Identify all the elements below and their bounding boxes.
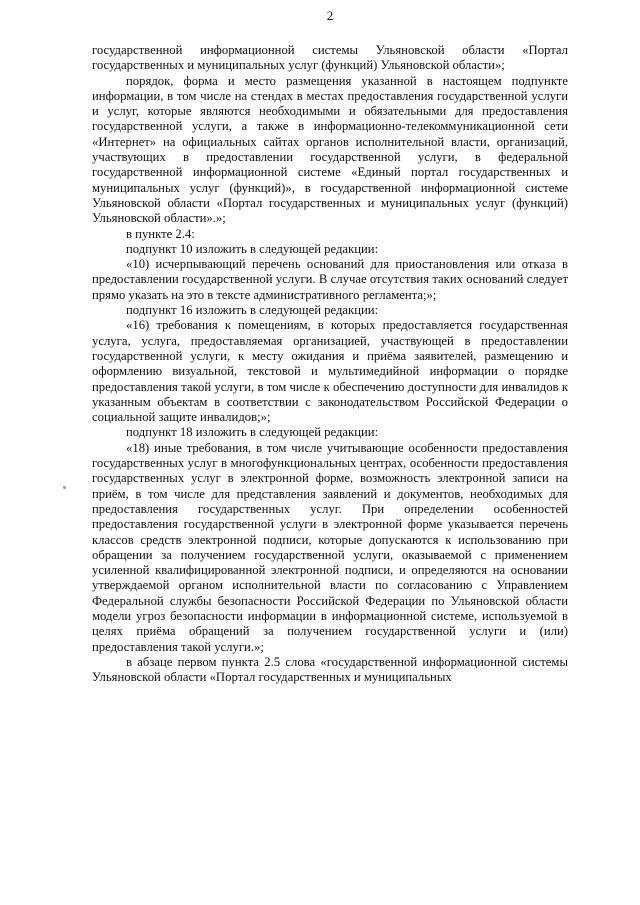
paragraph-subpoint-10-text: «10) исчерпывающий перечень оснований для приостановления или отказа в предоставлении государственной услуги. В случае отсутствия таких оснований следует прямо указать на это в тексте административного регламента;»;	[92, 257, 568, 302]
paragraph-point-2-5: в абзаце первом пункта 2.5 слова «государственной информационной системы Ульяновской области «Портал государственных и муниципальных	[92, 654, 568, 685]
paragraph-subpoint-16-text: «16) требования к помещениям, в которых предоставляется государственная услуга, услуга, предоставляемая организацией, участвующей в предоставлении государственной услуги, к месту ожидания и приёма заявителей, размещению и оформлению визуальной, текстовой и мультимедийной информации о порядке предоставления такой услуги, в том числе к обеспечению доступности для инвалидов к указанным объектам в соответствии с законодательством Российской Федерации о социальной защите инвалидов;»;	[92, 318, 568, 425]
paragraph-subpoint-16-intro: подпункт 16 изложить в следующей редакции:	[126, 303, 379, 318]
paragraph-portal-name-end: государственной информационной системы Ульяновской области «Портал государственных и муниципальных услуг (функций) Ульяновской области»;	[92, 43, 568, 73]
paragraph-subpoint-10-intro: подпункт 10 изложить в следующей редакции:	[126, 241, 379, 256]
document-body	[92, 43, 568, 685]
paragraph-point-2-4: в пункте 2.4:	[126, 226, 195, 241]
paragraph-information-placement: порядок, форма и место размещения указанной в настоящем подпункте информации, в том числе на стендах в местах предоставления государственной услуги и услуг, которые являются необходимыми и обязательными для предоставления государственной услуги, а также в информационно-телекоммуникационной сети «Интернет» на официальных сайтах органов исполнительной власти, организаций, участвующих в предоставлении государственной услуги, в федеральной государственной информационной системе «Единый портал государственных и муниципальных услуг (функций)», в государственной информационной системе Ульяновской области «Портал государственных и муниципальных услуг (функций) Ульяновской области».»;	[92, 73, 568, 226]
paragraph-subpoint-18-text: «18) иные требования, в том числе учитывающие особенности предоставления государственных услуг в многофункциональных центрах, особенности предоставления государственных услуг в электронной форме, возможность электронной записи на приём, в том числе для представления заявлений и документов, необходимых для предоставления государственных услуг. При определении особенностей предоставления государственной услуги в электронной форме указывается перечень классов средств электронной подписи, которые допускаются к использованию при обращении за получением государственной услуги, оказываемой с применением усиленной квалифицированной электронной подписи, и определяются на основании утверждаемой органом исполнительной власти по согласованию с Управлением Федеральной службы безопасности Российской Федерации по Ульяновской области модели угроз безопасности информации в информационной системе, используемой в целях приёма обращений за получением государственной услуги и (или) предоставления такой услуги.»;	[92, 440, 568, 654]
page-number: 2	[326, 8, 334, 23]
scan-dot-mark	[63, 486, 66, 489]
paragraph-subpoint-18-intro: подпункт 18 изложить в следующей редакции:	[126, 425, 379, 440]
